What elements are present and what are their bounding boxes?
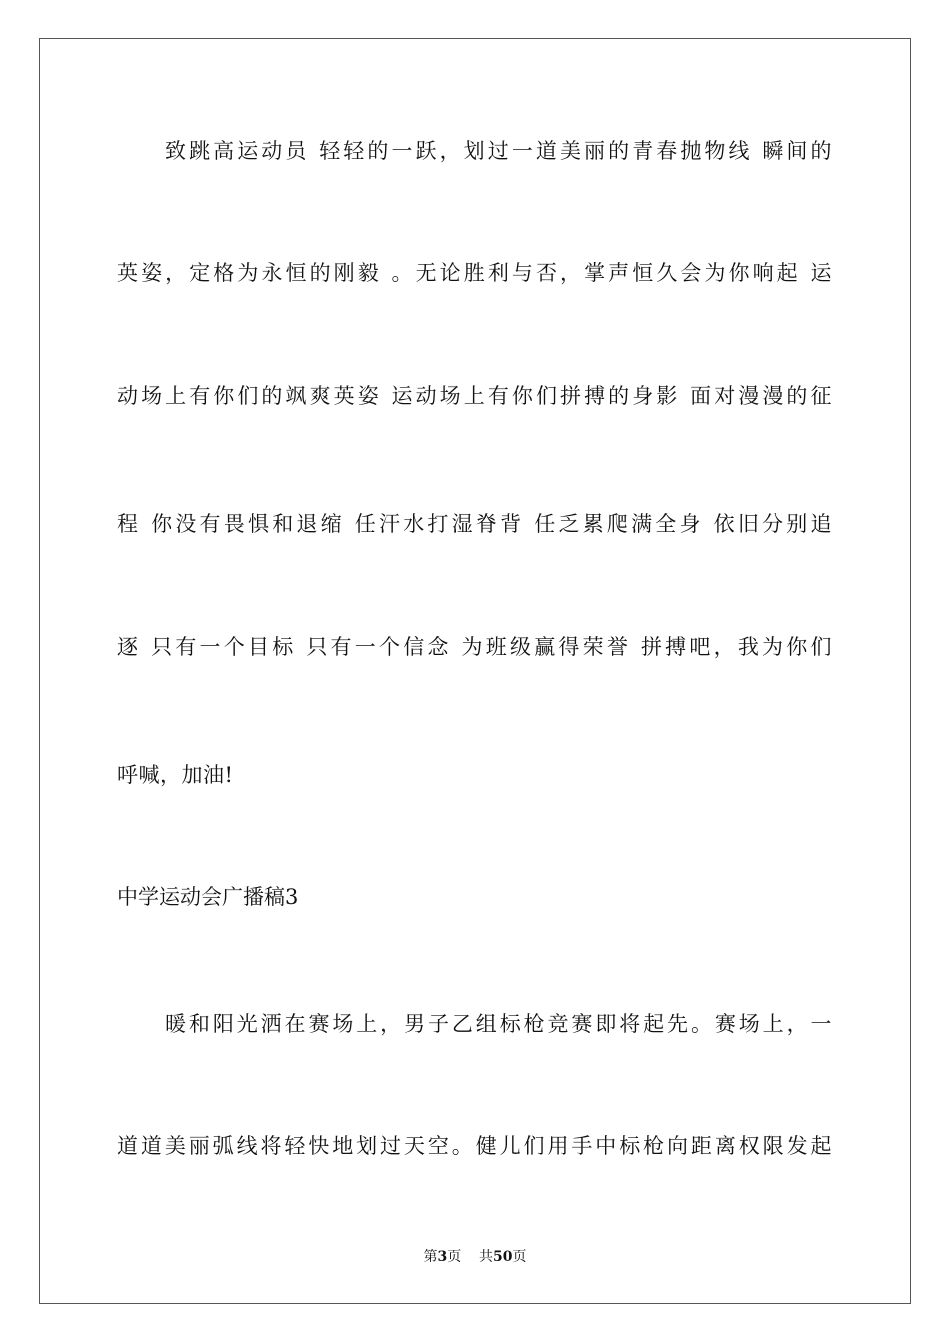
section-heading: 中学运动会广播稿3 <box>117 885 299 909</box>
paragraph-line: 程 你没有畏惧和退缩 任汗水打湿脊背 任乏累爬满全身 依旧分别追 <box>117 512 832 536</box>
paragraph-line: 动场上有你们的飒爽英姿 运动场上有你们拼搏的身影 面对漫漫的征 <box>117 384 832 408</box>
paragraph-line: 呼喊，加油! <box>117 763 234 787</box>
paragraph-line: 致跳高运动员 轻轻的一跃，划过一道美丽的青春抛物线 瞬间的 <box>165 139 832 163</box>
page-current: 3 <box>437 1249 448 1265</box>
paragraph-line: 暖和阳光洒在赛场上，男子乙组标枪竞赛即将起先。赛场上，一 <box>165 1012 832 1036</box>
page-footer <box>0 1247 950 1267</box>
total-suffix: 页 <box>512 1249 527 1265</box>
paragraph-line: 道道美丽弧线将轻快地划过天空。健儿们用手中标枪向距离权限发起 <box>117 1134 832 1158</box>
page-prefix: 第 <box>423 1249 438 1265</box>
paragraph-line: 英姿，定格为永恒的刚毅 。无论胜利与否，掌声恒久会为你响起 运 <box>117 261 832 285</box>
page-total: 50 <box>493 1249 513 1265</box>
paragraph-line: 逐 只有一个目标 只有一个信念 为班级赢得荣誉 拼搏吧，我为你们 <box>117 635 832 659</box>
page-border <box>39 38 911 1304</box>
page-suffix: 页 <box>447 1249 462 1265</box>
total-prefix: 共 <box>479 1249 494 1265</box>
